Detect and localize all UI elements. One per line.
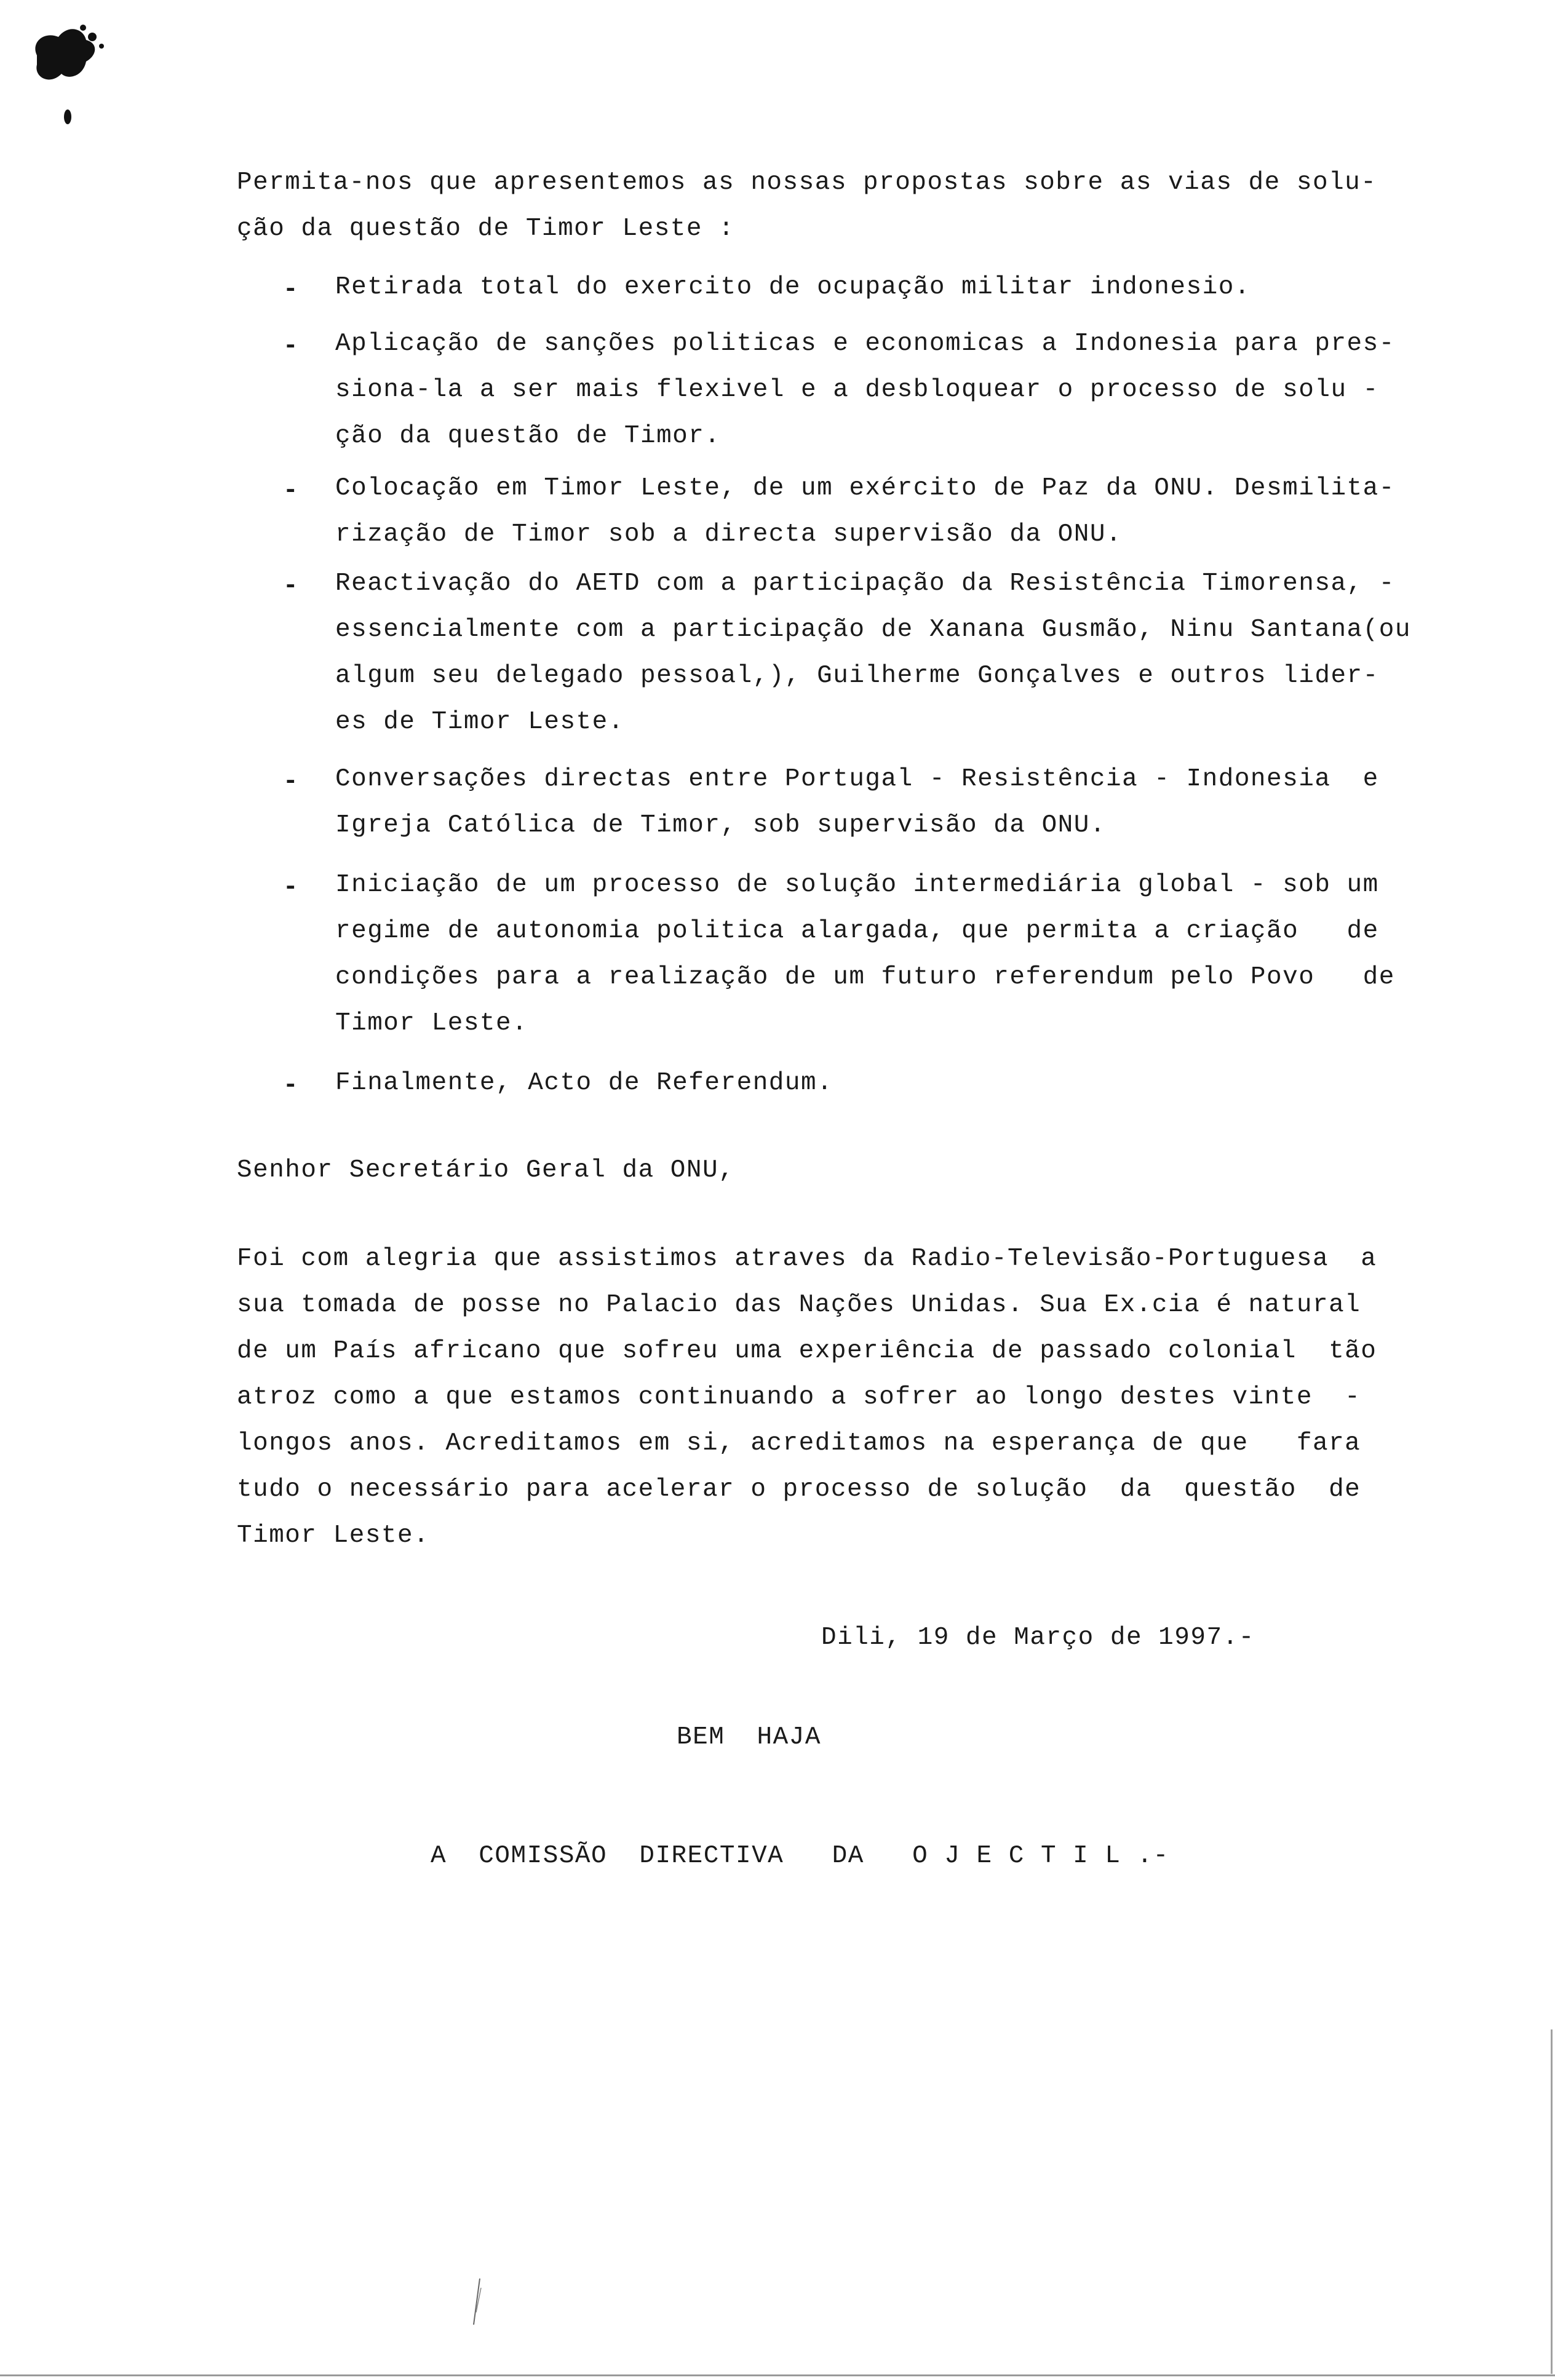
- ink-blot-mark: [25, 18, 111, 129]
- salutation: Senhor Secretário Geral da ONU,: [237, 1156, 735, 1184]
- intro-paragraph: [237, 160, 1377, 252]
- bullet-dash: -: [283, 572, 298, 600]
- bullet-line: es de Timor Leste.: [335, 708, 624, 736]
- bullet-item: [335, 1060, 833, 1106]
- bullet-line: essencialmente com a participação de Xanana Gusmão, Ninu Santana(ou: [335, 616, 1411, 644]
- bullet-dash: -: [283, 477, 298, 505]
- bullet-dash: -: [283, 1071, 298, 1100]
- bullet-line: regime de autonomia politica alargada, que permita a criação de: [335, 917, 1379, 945]
- bullet-line: Igreja Católica de Timor, sob supervisão da ONU.: [335, 811, 1106, 839]
- bullet-line: Aplicação de sanções politicas e economicas a Indonesia para pres-: [335, 330, 1395, 358]
- signature-block: A COMISSÃO DIRECTIVA DA O J E C T I L .-: [431, 1842, 1169, 1870]
- bullet-line: Reactivação do AETD com a participação da Resistência Timorensa, -: [335, 569, 1395, 598]
- bullet-item: [335, 561, 1411, 745]
- bullet-item: [335, 321, 1395, 459]
- bullet-line: Iniciação de um processo de solução intermediária global - sob um: [335, 871, 1379, 899]
- bullet-dash: -: [283, 768, 298, 796]
- body-paragraph: [237, 1236, 1377, 1559]
- body-line: sua tomada de posse no Palacio das Nações Unidas. Sua Ex.cia é natural: [237, 1291, 1361, 1319]
- bullet-line: Conversações directas entre Portugal - Resistência - Indonesia e: [335, 765, 1379, 793]
- bullet-dash: -: [283, 873, 298, 902]
- bullet-line: Colocação em Timor Leste, de um exército de Paz da ONU. Desmilita-: [335, 474, 1395, 502]
- scan-edge-line: [0, 2374, 1555, 2376]
- intro-line: ção da questão de Timor Leste :: [237, 215, 735, 243]
- scan-edge-right: [1551, 2029, 1553, 2374]
- bullet-dash: -: [283, 276, 298, 304]
- bullet-line: Retirada total do exercito de ocupação militar indonesio.: [335, 273, 1251, 301]
- body-line: tudo o necessário para acelerar o processo de solução da questão de: [237, 1475, 1361, 1504]
- bullet-line: Timor Leste.: [335, 1009, 528, 1037]
- bullet-item: [335, 756, 1379, 849]
- closing-text: BEM HAJA: [677, 1723, 821, 1751]
- body-line: longos anos. Acreditamos em si, acreditamos na esperança de que fara: [237, 1429, 1361, 1458]
- body-line: Foi com alegria que assistimos atraves da Radio-Televisão-Portuguesa a: [237, 1245, 1377, 1273]
- body-line: de um País africano que sofreu uma experiência de passado colonial tão: [237, 1337, 1377, 1365]
- date-line: Dili, 19 de Março de 1997.-: [821, 1624, 1255, 1652]
- intro-line: Permita-nos que apresentemos as nossas propostas sobre as vias de solu-: [237, 169, 1377, 197]
- bullet-line: rização de Timor sob a directa supervisão da ONU.: [335, 520, 1123, 549]
- bullet-line: algum seu delegado pessoal,), Guilherme Gonçalves e outros lider-: [335, 662, 1379, 690]
- bullet-line: siona-la a ser mais flexivel e a desbloquear o processo de solu -: [335, 376, 1379, 404]
- pen-mark: [467, 2275, 486, 2331]
- body-line: Timor Leste.: [237, 1521, 430, 1550]
- bullet-line: ção da questão de Timor.: [335, 422, 721, 450]
- bullet-line: Finalmente, Acto de Referendum.: [335, 1069, 833, 1097]
- bullet-line: condições para a realização de um futuro referendum pelo Povo de: [335, 963, 1395, 991]
- bullet-item: [335, 862, 1395, 1047]
- bullet-dash: -: [283, 332, 298, 360]
- bullet-item: [335, 466, 1395, 558]
- bullet-item: [335, 264, 1251, 311]
- body-line: atroz como a que estamos continuando a sofrer ao longo destes vinte -: [237, 1383, 1361, 1411]
